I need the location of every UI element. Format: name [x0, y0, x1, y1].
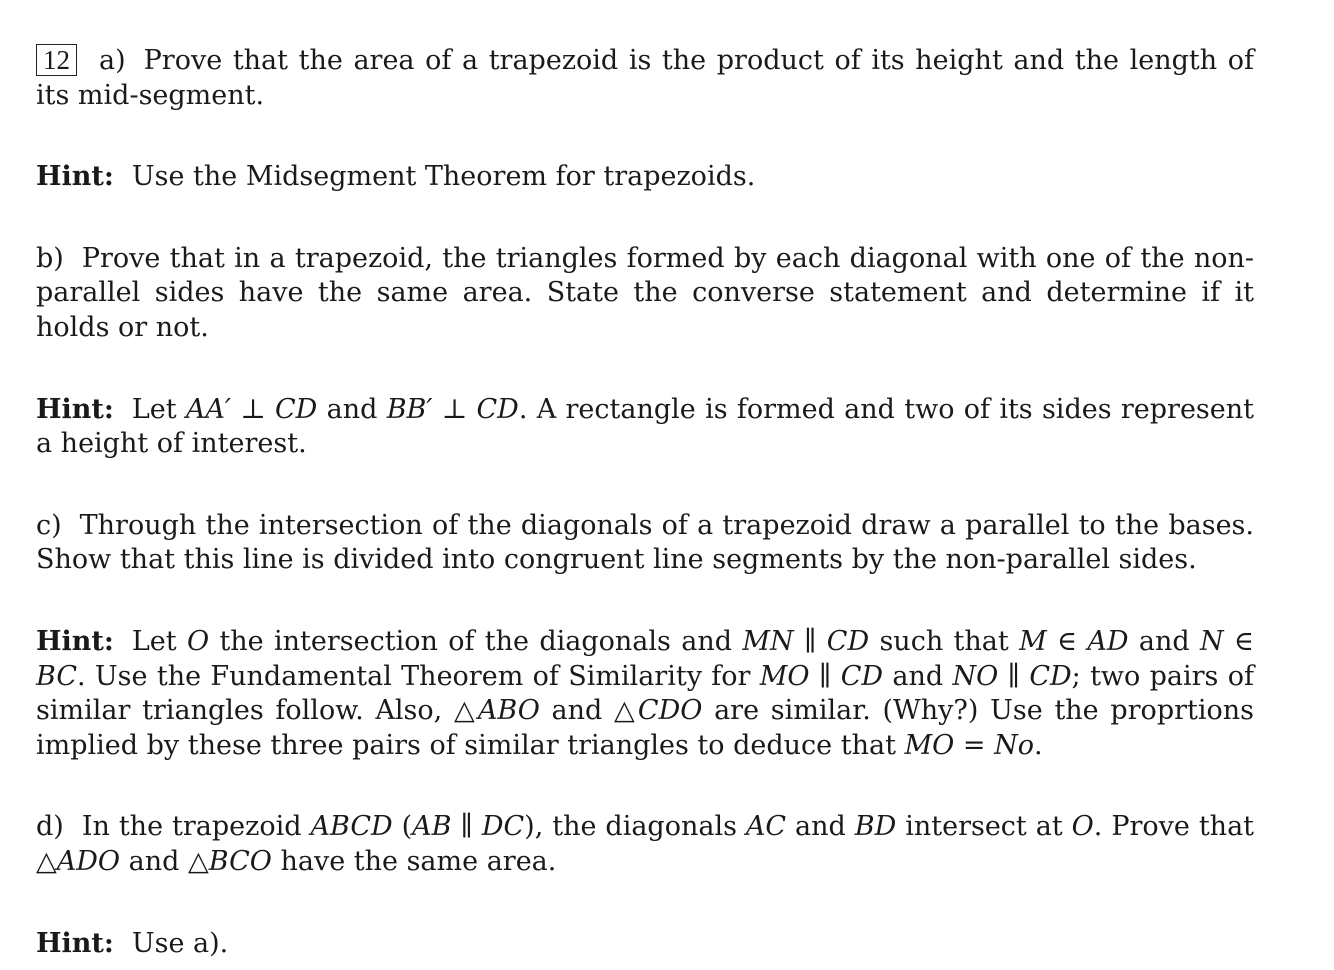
math-expression: N ∈ BC	[36, 625, 1255, 692]
part-a-hint	[36, 160, 1254, 195]
hint-text: .	[1033, 729, 1043, 761]
math-expression: △CDO	[614, 695, 703, 727]
part-b-text: Prove that in a trapezoid, the triangles formed by each diagonal with one of the non-parallel sides have the same area. State the converse statement and determine if it holds or not.	[36, 242, 1254, 343]
hint-text: ; two pairs of similar triangles follow. Also,	[36, 660, 1254, 727]
part-c-statement	[36, 509, 1254, 578]
statement-text: and	[786, 811, 855, 843]
math-expression: △ADO	[36, 845, 121, 877]
math-expression: AC	[745, 811, 787, 843]
hint-text: such that	[869, 625, 1020, 657]
hint-text: are similar. (Why?) Use the proprtions implied by these three pairs of similar triangles to deduce that	[36, 695, 1254, 761]
statement-text: ), the diagonals	[524, 811, 746, 843]
part-b-label: b)	[36, 242, 64, 274]
part-a-label: a)	[99, 45, 126, 76]
math-expression: O	[1071, 811, 1094, 843]
part-d-hint-text: Use a).	[131, 927, 229, 959]
document-page	[36, 44, 1254, 961]
math-expression: MN ∥ CD	[742, 625, 870, 657]
hint-text: Let	[131, 393, 186, 425]
part-d-statement	[36, 810, 1254, 879]
part-a-text: Prove that the area of a trapezoid is the product of its height and the length of its mid-segment.	[36, 45, 1254, 111]
hint-text: . Use the Fundamental Theorem of Similarity for	[77, 660, 760, 692]
part-c-label: c)	[36, 509, 62, 541]
hint-text: and	[539, 695, 615, 727]
part-d-label: d)	[36, 811, 64, 843]
part-d-hint	[36, 927, 1254, 962]
part-c-text: Through the intersection of the diagonals of a trapezoid draw a parallel to the bases. Show that this line is divided into congruent line segments by the non-parallel sides.	[36, 509, 1254, 576]
statement-text: have the same area.	[271, 845, 557, 877]
part-b-statement	[36, 242, 1254, 346]
hint-text: . A rectangle is formed and two of its sides represent a height of interest.	[36, 393, 1254, 460]
statement-text: In the trapezoid	[81, 811, 311, 843]
statement-text: . Prove that	[1093, 811, 1255, 843]
question-number-box: 12	[36, 44, 77, 76]
math-expression: AA′ ⊥ CD	[185, 393, 318, 425]
part-c-hint	[36, 625, 1254, 763]
statement-text: and	[120, 845, 188, 877]
hint-label: Hint:	[36, 161, 114, 193]
math-expression: MO ∥ CD	[759, 660, 884, 692]
hint-label: Hint:	[36, 393, 114, 425]
math-expression: M ∈ AD	[1019, 625, 1129, 657]
math-expression: △BCO	[187, 845, 272, 877]
statement-text: (	[392, 811, 413, 843]
hint-text: Let	[131, 625, 187, 657]
math-expression: MO = No	[904, 729, 1034, 761]
math-expression: △ABO	[453, 695, 540, 727]
hint-label: Hint:	[36, 927, 114, 959]
math-expression: ABCD	[310, 811, 393, 843]
math-expression: NO ∥ CD	[952, 660, 1072, 692]
hint-text: and	[883, 660, 953, 692]
hint-text: and	[317, 393, 387, 425]
part-a-hint-text: Use the Midsegment Theorem for trapezoids.	[131, 161, 756, 193]
hint-label: Hint:	[36, 625, 114, 657]
part-a-statement	[36, 44, 1254, 113]
part-b-hint	[36, 393, 1254, 462]
math-expression: BB′ ⊥ CD	[386, 393, 519, 425]
statement-text: intersect at	[896, 811, 1072, 843]
math-expression: AB ∥ DC	[412, 811, 525, 843]
hint-text: the intersection of the diagonals and	[209, 625, 743, 657]
hint-text: and	[1128, 625, 1201, 657]
math-expression: O	[186, 625, 210, 657]
math-expression: BD	[854, 811, 897, 843]
